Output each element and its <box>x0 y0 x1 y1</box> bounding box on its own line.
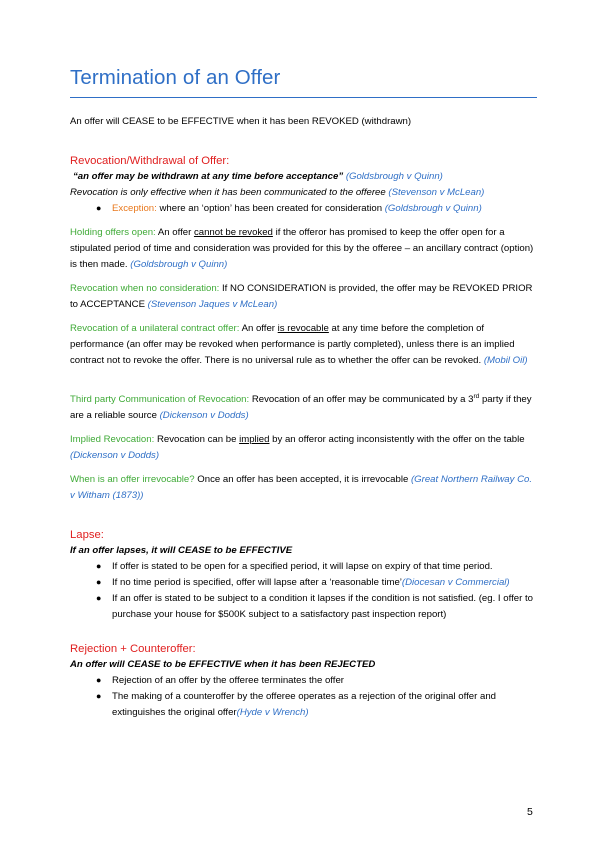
rejection-section <box>70 642 538 721</box>
rejection-heading: Rejection + Counteroffer: <box>70 643 196 655</box>
intro-paragraph <box>70 114 538 130</box>
revocation-effective: Revocation is only effective when it has been communicated to the offeree <box>70 186 386 198</box>
third-party-paragraph <box>70 392 538 424</box>
title-underline <box>70 97 537 98</box>
no-consideration-label: Revocation when no consideration: <box>70 283 220 294</box>
unilateral-label: Revocation of a unilateral contract offer: <box>70 323 240 334</box>
list-item-case: (Hyde v Wrench) <box>236 706 309 718</box>
implied-text: Revocation can be <box>156 434 237 445</box>
lapse-subheading: If an offer lapses, it will CEASE to be EFFECTIVE <box>70 545 293 556</box>
revocation-quote-case: (Goldsbrough v Quinn) <box>345 171 443 182</box>
revocation-effective-case: (Stevenson v McLean) <box>388 186 485 198</box>
list-item <box>70 575 538 591</box>
list-item-text: Rejection of an offer by the offeree terminates the offer <box>112 674 344 686</box>
holding-paragraph <box>70 225 538 273</box>
exception-label: Exception: <box>112 202 157 214</box>
revocation-effective-line <box>70 185 538 201</box>
list-item <box>70 559 538 575</box>
holding-text-rest: if the offeror has promised to keep the offer open for a stipulated period of time and consideration was provided for this by the offeree – an ancillary contract (option) is then made. <box>70 227 534 270</box>
list-item-text: If no time period is specified, offer will lapse after a ‘reasonable time’ <box>112 576 402 588</box>
implied-paragraph <box>70 432 538 464</box>
bullet-icon: ● <box>96 674 102 685</box>
third-party-label: Third party Communication of Revocation: <box>70 394 250 405</box>
list-item <box>70 591 538 623</box>
third-party-text-rest: party if they are a reliable source <box>70 394 532 421</box>
unilateral-case: (Mobil Oil) <box>483 354 528 366</box>
third-party-superscript: rd <box>473 392 480 400</box>
bullet-icon: ● <box>96 690 102 701</box>
holding-label: Holding offers open: <box>70 227 156 238</box>
irrevocable-paragraph <box>70 472 538 504</box>
irrevocable-text: Once an offer has been accepted, it is irrevocable <box>197 474 409 485</box>
implied-text-rest: by an offeror acting inconsistently with the offer on the table <box>272 434 525 445</box>
page-title: Termination of an Offer <box>70 66 281 89</box>
list-item-text: The making of a counteroffer by the offeree operates as a rejection of the original offer and extinguishes the original offer <box>112 690 496 718</box>
list-item-text: If offer is stated to be open for a specified period, it will lapse on expiry of that time period. <box>112 560 493 572</box>
exception-case: (Goldsbrough v Quinn) <box>384 202 482 214</box>
no-consideration-case: (Stevenson Jaques v McLean) <box>147 298 278 310</box>
third-party-case: (Dickenson v Dodds) <box>159 409 249 421</box>
unilateral-paragraph <box>70 321 538 369</box>
revocation-quote: “an offer may be withdrawn at any time before acceptance” <box>73 171 344 182</box>
holding-text: An offer <box>157 227 192 238</box>
holding-underlined: cannot be revoked <box>193 227 273 238</box>
list-item-text: If an offer is stated to be subject to a condition it lapses if the condition is not satisfied. (eg. I offer to purchase your house for $500K subject to a satisfactory past inspection report) <box>112 592 533 620</box>
list-item <box>70 689 538 721</box>
implied-underlined: implied <box>239 434 270 445</box>
irrevocable-case: (Great Northern Railway Co. v Witham (1873)) <box>70 474 532 501</box>
page-number: 5 <box>527 806 533 818</box>
third-party-text: Revocation of an offer may be communicated by a 3 <box>251 394 474 405</box>
implied-case: (Dickenson v Dodds) <box>70 449 160 461</box>
rejection-list <box>70 673 538 721</box>
irrevocable-label: When is an offer irrevocable? <box>70 474 195 485</box>
no-consideration-text: If NO CONSIDERATION is provided, the offer may be REVOKED PRIOR to ACCEPTANCE <box>70 283 533 310</box>
revocation-exception-list <box>70 201 538 217</box>
list-item-case: (Diocesan v Commercial) <box>401 576 510 588</box>
list-item <box>70 201 538 217</box>
unilateral-underlined: is revocable <box>277 323 329 334</box>
unilateral-text-rest: at any time before the completion of performance (an offer may be revoked when performance is partly completed), unless there is an implied contract not to revoke the offer. There is no universal rule as to whether the offer can be revoked. <box>70 323 515 366</box>
bullet-icon: ● <box>96 202 102 213</box>
unilateral-text: An offer <box>241 323 275 334</box>
bullet-icon: ● <box>96 560 102 571</box>
revocation-section <box>70 154 538 217</box>
exception-text: where an ‘option’ has been created for consideration <box>159 202 383 214</box>
no-consideration-paragraph <box>70 281 538 313</box>
rejection-subheading: An offer will CEASE to be EFFECTIVE when it has been REJECTED <box>70 659 376 670</box>
bullet-icon: ● <box>96 576 102 587</box>
list-item <box>70 673 538 689</box>
lapse-section <box>70 528 538 623</box>
implied-label: Implied Revocation: <box>70 434 155 445</box>
bullet-icon: ● <box>96 592 102 603</box>
lapse-heading: Lapse: <box>70 529 104 541</box>
intro-text: An offer will CEASE to be EFFECTIVE when it has been REVOKED (withdrawn) <box>70 116 412 127</box>
revocation-quote-line <box>70 169 538 185</box>
revocation-heading: Revocation/Withdrawal of Offer: <box>70 155 230 167</box>
lapse-list <box>70 559 538 623</box>
holding-case: (Goldsbrough v Quinn) <box>130 258 228 270</box>
